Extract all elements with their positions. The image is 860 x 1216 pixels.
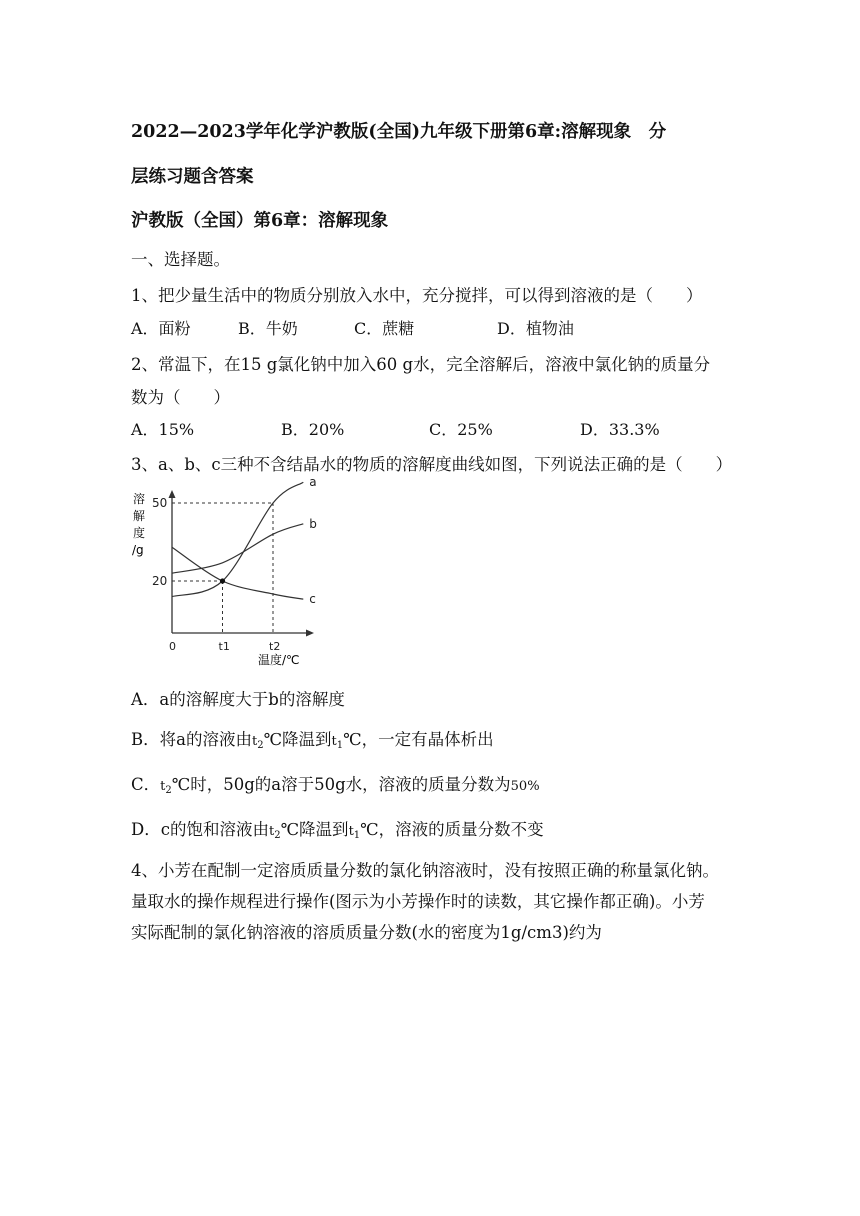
q3-option-c — [131, 771, 540, 796]
curve-label-a: a — [309, 475, 317, 490]
t1-subscript: 1 — [336, 740, 344, 751]
q2-stem-line-2: 数为（ ） — [131, 388, 230, 407]
q3-option-b — [131, 726, 494, 751]
q3-stem: 3、a、b、c三种不含结晶水的物质的溶解度曲线如图，下列说法正确的是（ ） — [131, 455, 733, 474]
q2-option-b: B．20% — [281, 420, 345, 439]
q4-line-2: 量取水的操作规程进行操作(图示为小芳操作时的读数，其它操作都正确)。小芳 — [131, 892, 705, 911]
x-tick-label-t1: t1 — [218, 640, 230, 653]
ylabel-char-3: 度 — [133, 526, 146, 540]
x-axis-label: 温度/℃ — [258, 653, 300, 667]
x-tick-label-origin: 0 — [169, 640, 176, 653]
t2-symbol: t — [160, 779, 166, 794]
curve-b — [172, 524, 303, 573]
q3-option-a: A．a的溶解度大于b的溶解度 — [131, 690, 345, 709]
q3-option-d-text-2: ℃降温到 — [280, 820, 349, 839]
q4-line-3: 实际配制的氯化钠溶液的溶质质量分数(水的密度为1g/cm3)约为 — [131, 923, 602, 942]
q3-option-d-text-1: D．c的饱和溶液由 — [131, 820, 269, 839]
q2-option-c: C．25% — [429, 420, 493, 439]
q1-option-b: B．牛奶 — [238, 319, 298, 338]
q2-option-a: A．15% — [131, 420, 195, 439]
solubility-chart — [128, 475, 328, 670]
q3-option-b-text-1: B．将a的溶液由 — [131, 730, 252, 749]
q3-option-c-text-2: ℃时，50g的a溶于50g水，溶液的质量分数为 — [171, 775, 511, 794]
q1-stem: 1、把少量生活中的物质分别放入水中，充分搅拌，可以得到溶液的是（ ） — [131, 286, 703, 305]
q3-option-d — [131, 816, 544, 841]
ylabel-char-4: /g — [132, 543, 144, 557]
t2-symbol: t — [268, 824, 275, 839]
t2-symbol: t — [251, 734, 258, 749]
q3-option-b-text-3: ℃，一定有晶体析出 — [343, 730, 494, 749]
q1-option-d: D．植物油 — [497, 319, 574, 338]
intersection-point — [220, 578, 225, 583]
ylabel-char-1: 溶 — [133, 492, 146, 506]
y-tick-label-50: 50 — [152, 496, 168, 510]
t1-subscript: 1 — [353, 830, 361, 841]
y-tick-label-20: 20 — [152, 574, 168, 588]
x-tick-label-t2: t2 — [269, 640, 281, 653]
t2-subscript: 2 — [257, 740, 264, 751]
ylabel-char-2: 解 — [133, 509, 146, 523]
q2-option-d: D．33.3% — [580, 420, 660, 439]
curve-label-c: c — [309, 592, 316, 607]
q3-option-b-text-2: ℃降温到 — [263, 730, 332, 749]
t1-symbol: t — [331, 734, 337, 749]
q1-option-a: A．面粉 — [131, 319, 191, 338]
t2-subscript: 2 — [165, 785, 172, 796]
curve-label-b: b — [309, 516, 317, 531]
t1-symbol: t — [348, 824, 354, 839]
q3-option-c-text-1: C． — [131, 775, 161, 794]
q1-option-c: C．蔗糖 — [354, 319, 415, 338]
title-line-1: 2022—2023学年化学沪教版(全国)九年级下册第6章:溶解现象 分 — [131, 122, 667, 142]
section-heading: 一、选择题。 — [131, 250, 230, 269]
curve-a — [172, 482, 303, 596]
q3-option-c-percent: 50% — [510, 779, 540, 794]
chapter-heading: 沪教版（全国）第6章：溶解现象 — [131, 211, 389, 231]
x-axis-arrow — [306, 630, 314, 637]
q4-line-1: 4、小芳在配制一定溶质质量分数的氯化钠溶液时，没有按照正确的称量氯化钠。 — [131, 861, 719, 880]
y-axis-arrow — [169, 490, 176, 498]
title-line-2: 层练习题含答案 — [131, 167, 254, 187]
q2-stem-line-1: 2、常温下，在15 g氯化钠中加入60 g水，完全溶解后，溶液中氯化钠的质量分 — [131, 355, 711, 374]
q3-option-d-text-3: ℃，溶液的质量分数不变 — [360, 820, 544, 839]
t2-subscript: 2 — [274, 830, 281, 841]
